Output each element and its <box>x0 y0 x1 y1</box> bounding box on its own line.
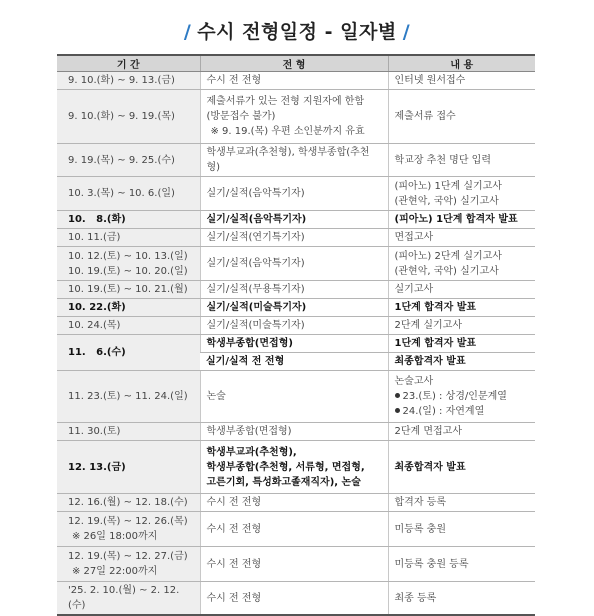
row-content: 합격자 등록 <box>388 494 535 512</box>
table-row <box>57 423 535 441</box>
header-period: 기 간 <box>57 55 200 72</box>
row-date-line: 12. 19.(목) ~ 12. 26.(목) <box>68 516 188 527</box>
row-content <box>388 247 535 281</box>
header-type: 전 형 <box>200 55 388 72</box>
row-type: 실기/실적(음악특기자) <box>200 211 388 229</box>
row-content <box>388 371 535 423</box>
row-content: 미등록 충원 <box>388 512 535 547</box>
row-content: 실기고사 <box>388 281 535 299</box>
table-row <box>57 211 535 229</box>
row-date: 10. 22.(화) <box>57 299 200 317</box>
row-content: 인터넷 원서접수 <box>388 72 535 90</box>
bullet-icon <box>395 408 400 413</box>
row-type-line: 학생부종합(추천형, 서류형, 면접형, <box>206 461 365 473</box>
row-type: 실기/실적(음악특기자) <box>200 177 388 211</box>
row-date <box>57 247 200 281</box>
schedule-table <box>57 54 535 616</box>
row-type: 학생부종합(면접형) <box>200 423 388 441</box>
bullet-icon <box>395 393 400 398</box>
table-row <box>57 441 535 494</box>
row-type: 실기/실적(무용특기자) <box>200 281 388 299</box>
row-content: 미등록 충원 등록 <box>388 547 535 582</box>
table-row <box>57 144 535 177</box>
row-date: 10. 3.(목) ~ 10. 6.(일) <box>57 177 200 211</box>
title-text: 수시 전형일정 - 일자별 <box>197 21 397 43</box>
row-content-line: (피아노) 1단계 실기고사 <box>394 180 502 192</box>
row-content-line <box>395 389 530 404</box>
row-type: 실기/실적(연기특기자) <box>200 229 388 247</box>
row-date: 10. 19.(토) ~ 10. 21.(월) <box>57 281 200 299</box>
row-date: 9. 10.(화) ~ 9. 13.(금) <box>57 72 200 90</box>
row-content-line: (관현악, 국악) 실기고사 <box>394 265 499 277</box>
row-content-line: (관현악, 국악) 실기고사 <box>394 195 499 207</box>
row-type-line: 제출서류가 있는 전형 지원자에 한함 <box>206 96 365 107</box>
row-date: 10. 11.(금) <box>57 229 200 247</box>
row-type: 논술 <box>200 371 388 423</box>
row-content-bullet-text: 24.(일) : 자연계열 <box>402 406 485 417</box>
row-type: 수시 전 전형 <box>200 72 388 90</box>
row-date-line: 12. 19.(목) ~ 12. 27.(금) <box>68 551 188 562</box>
row-date: 11. 6.(수) <box>57 335 200 371</box>
row-date: 10. 24.(목) <box>57 317 200 335</box>
table-row <box>57 229 535 247</box>
table-row <box>57 547 535 582</box>
row-content: 면접고사 <box>388 229 535 247</box>
row-content: 1단계 합격자 발표 <box>388 299 535 317</box>
row-type: 실기/실적(미술특기자) <box>200 317 388 335</box>
table-row <box>57 299 535 317</box>
row-type: 수시 전 전형 <box>200 582 388 616</box>
row-content: 최종 등록 <box>388 582 535 616</box>
row-type-line: 고른기회, 특성화고졸재직자), 논술 <box>206 476 361 488</box>
row-type: 학생부교과(추천형), 학생부종합(추천형) <box>200 144 388 177</box>
table-row <box>57 335 535 353</box>
row-type-note: ※ 9. 19.(목) 우편 소인분까지 유효 <box>210 126 365 137</box>
row-content <box>388 177 535 211</box>
row-type <box>200 441 388 494</box>
row-date: 12. 13.(금) <box>57 441 200 494</box>
header-content: 내 용 <box>388 55 535 72</box>
table-header-row <box>57 55 535 72</box>
row-date-note: ※ 27일 22:00까지 <box>72 566 158 577</box>
table-row <box>57 512 535 547</box>
row-content-line <box>395 404 530 419</box>
row-content: 최종합격자 발표 <box>388 441 535 494</box>
table-row <box>57 177 535 211</box>
row-type: 수시 전 전형 <box>200 547 388 582</box>
row-date: 10. 8.(화) <box>57 211 200 229</box>
row-type-line: (방문접수 불가) <box>206 111 276 122</box>
row-content-line: (피아노) 2단계 실기고사 <box>394 250 502 262</box>
row-date-line: 10. 12.(토) ~ 10. 13.(일) <box>68 250 188 262</box>
row-content: 제출서류 접수 <box>388 90 535 144</box>
table-row <box>57 371 535 423</box>
row-type: 실기/실적(음악특기자) <box>200 247 388 281</box>
row-type: 수시 전 전형 <box>200 512 388 547</box>
row-content: (피아노) 1단계 합격자 발표 <box>388 211 535 229</box>
row-type: 수시 전 전형 <box>200 494 388 512</box>
row-content: 2단계 실기고사 <box>388 317 535 335</box>
row-content-line: 논술고사 <box>394 376 434 387</box>
row-date: 9. 19.(목) ~ 9. 25.(수) <box>57 144 200 177</box>
row-content: 학교장 추천 명단 입력 <box>388 144 535 177</box>
table-row <box>57 281 535 299</box>
table-row <box>57 72 535 90</box>
table-row <box>57 582 535 616</box>
row-date-note: ※ 26일 18:00까지 <box>72 531 158 542</box>
row-date: '25. 2. 10.(월) ~ 2. 12.(수) <box>57 582 200 616</box>
table-row <box>57 247 535 281</box>
title-slash-left: / <box>183 21 192 43</box>
row-type: 실기/실적(미술특기자) <box>200 299 388 317</box>
title-slash-right: / <box>402 21 411 43</box>
table-row <box>57 494 535 512</box>
row-content: 최종합격자 발표 <box>388 353 535 371</box>
row-type <box>200 90 388 144</box>
row-date <box>57 547 200 582</box>
row-content-bullet-text: 23.(토) : 상경/인문계열 <box>402 391 507 402</box>
row-type-line: 학생부교과(추천형), <box>206 446 297 458</box>
row-date: 11. 23.(토) ~ 11. 24.(일) <box>57 371 200 423</box>
table-row <box>57 90 535 144</box>
page-title <box>0 17 594 44</box>
table-row <box>57 317 535 335</box>
row-date: 11. 30.(토) <box>57 423 200 441</box>
row-date-line: 10. 19.(토) ~ 10. 20.(일) <box>68 265 188 277</box>
row-type: 학생부종합(면접형) <box>200 335 388 353</box>
row-content: 2단계 면접고사 <box>388 423 535 441</box>
row-type: 실기/실적 전 전형 <box>200 353 388 371</box>
row-date: 9. 10.(화) ~ 9. 19.(목) <box>57 90 200 144</box>
row-content: 1단계 합격자 발표 <box>388 335 535 353</box>
row-date: 12. 16.(월) ~ 12. 18.(수) <box>57 494 200 512</box>
row-date <box>57 512 200 547</box>
